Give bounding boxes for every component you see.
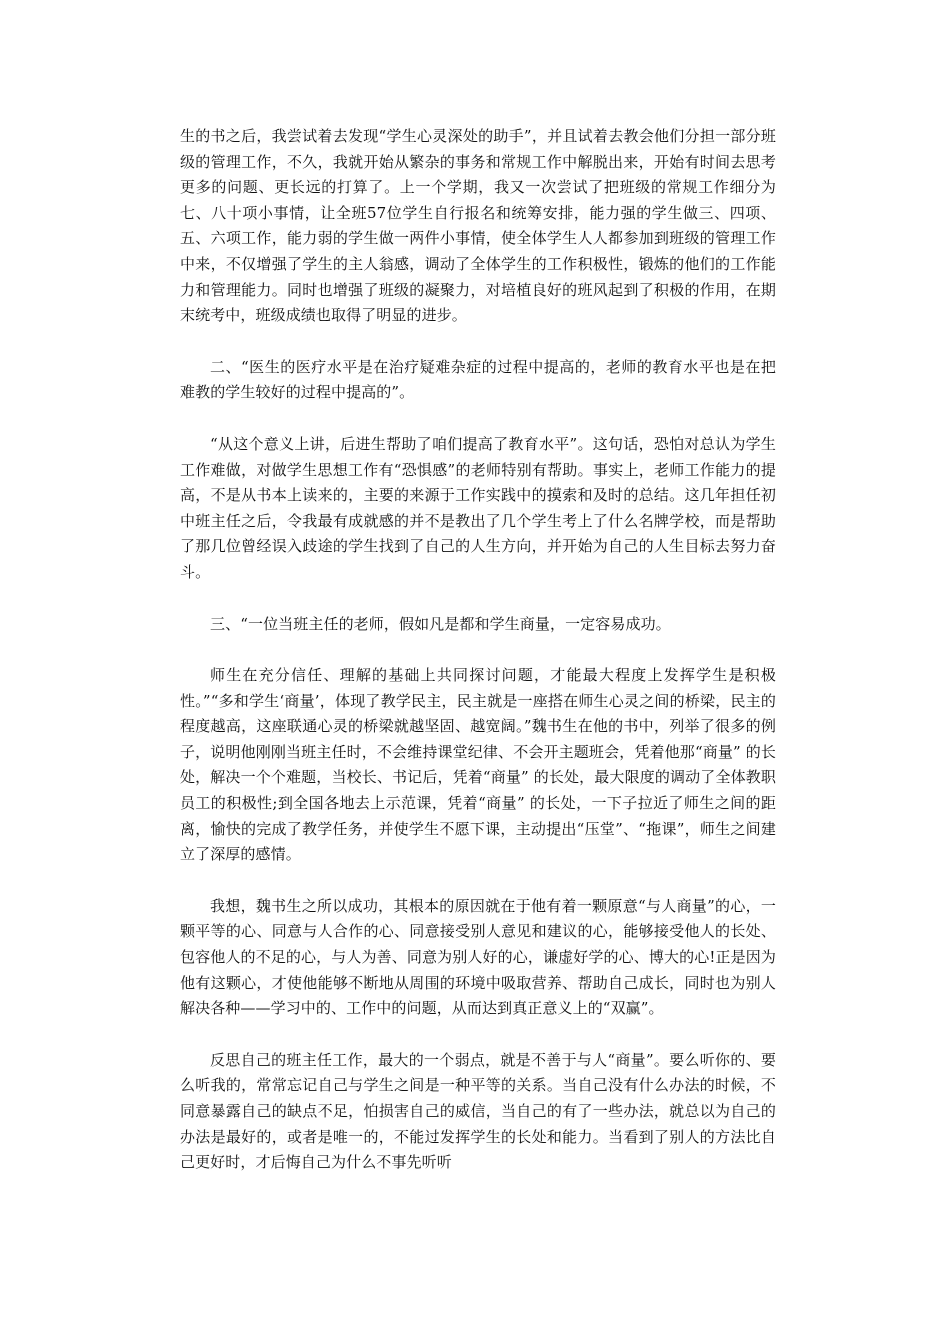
paragraph-5: 师生在充分信任、理解的基础上共同探讨问题，才能最大程度上发挥学生是积极性。”“多和学生‘商量’，体现了教学民主，民主就是一座搭在师生心灵之间的桥梁，民主的程度越高，这座联通心灵的桥梁就越坚固、越宽阔。”魏书生在他的书中，列举了很多的例子，说明他刚刚当班主任时，不会维持课堂纪律、不会开主题班会，凭着他那“商量” 的长处，解决一个个难题，当校长、书记后，凭着“商量” 的长处，最大限度的调动了全体教职员工的积极性;到全国各地去上示范课，凭着“商量” 的长处，一下子拉近了师生之间的距离，愉快的完成了教学任务，并使学生不愿下课，主动提出“压堂”、“拖课”，师生之间建立了深厚的感情。 (180, 666, 776, 864)
paragraph-7: 反思自己的班主任工作，最大的一个弱点，就是不善于与人“商量”。要么听你的、要么听我的，常常忘记自己与学生之间是一种平等的关系。当自己没有什么办法的时候，不同意暴露自己的缺点不足，怕损害自己的威信，当自己的有了一些办法，就总以为自己的办法是最好的，或者是唯一的，不能过发挥学生的长处和能力。当看到了别人的方法比自己更好时，才后悔自己为什么不事先听听 (180, 1050, 776, 1172)
paragraph-spacer (180, 1022, 776, 1048)
paragraph-1: 生的书之后，我尝试着去发现“学生心灵深处的助手”，并且试着去教会他们分担一部分班级的管理工作，不久，我就开始从繁杂的事务和常规工作中解脱出来，开始有时间去思考更多的问题、更长远的打算了。上一个学期，我又一次尝试了把班级的常规工作细分为七、八十项小事情，让全班57位学生自行报名和统筹安排，能力强的学生做三、四项、五、六项工作，能力弱的学生做一两件小事情，使全体学生人人都参加到班级的管理工作中来，不仅增强了学生的主人翁感，调动了全体学生的工作积极性，锻炼的他们的工作能力和管理能力。同时也增强了班级的凝聚力，对培植良好的班风起到了积极的作用，在期末统考中，班级成绩也取得了明显的进步。 (180, 127, 776, 325)
paragraph-spacer (180, 868, 776, 894)
paragraph-2-heading: 二、“医生的医疗水平是在治疗疑难杂症的过程中提高的，老师的教育水平也是在把难教的学生较好的过程中提高的”。 (180, 357, 776, 402)
paragraph-4-heading: 三、“一位当班主任的老师，假如凡是都和学生商量，一定容易成功。 (210, 614, 671, 633)
paragraph-6: 我想，魏书生之所以成功，其根本的原因就在于他有着一颗原意“与人商量”的心，一颗平等的心、同意与人合作的心、同意接受别人意见和建议的心，能够接受他人的长处、包容他人的不足的心，与人为善、同意为别人好的心，谦虚好学的心、博大的心!正是因为他有这颗心，才使他能够不断地从周围的环境中吸取营养、帮助自己成长，同时也为别人解决各种——学习中的、工作中的问题，从而达到真正意义上的“双赢”。 (180, 896, 776, 1018)
paragraph-spacer (180, 586, 776, 612)
document-page (180, 124, 776, 1176)
paragraph-spacer (180, 329, 776, 355)
paragraph-spacer (180, 637, 776, 663)
paragraph-spacer (180, 406, 776, 432)
paragraph-3: “从这个意义上讲，后进生帮助了咱们提高了教育水平”。这句话，恐怕对总认为学生工作难做，对做学生思想工作有“恐惧感”的老师特别有帮助。事实上，老师工作能力的提高，不是从书本上读来的，主要的来源于工作实践中的摸索和及时的总结。这几年担任初中班主任之后，令我最有成就感的并不是教出了几个学生考上了什么名牌学校，而是帮助了那几位曾经误入歧途的学生找到了自己的人生方向，并开始为自己的人生目标去努力奋斗。 (180, 434, 776, 581)
